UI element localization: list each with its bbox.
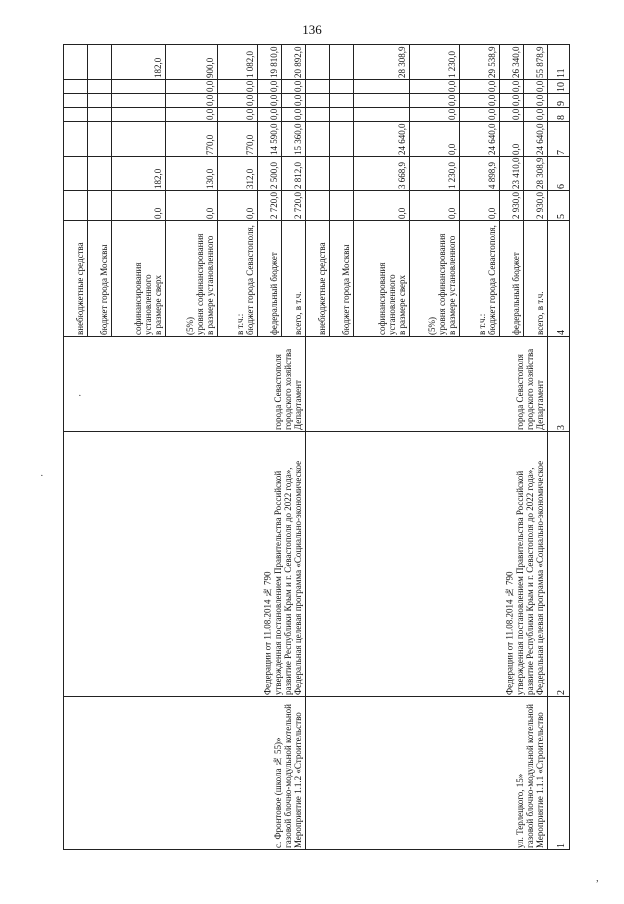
value-cell: 0,0 (500, 93, 524, 107)
value-cell: 29 538,9 (460, 45, 500, 80)
col-header-9: 9 (548, 93, 570, 107)
col-header-10: 10 (548, 79, 570, 93)
scan-speck: · (78, 390, 82, 402)
value-cell: 2 720,0 (258, 191, 282, 221)
executor-name: Департамент городского хозяйства города Севастополя (64, 336, 306, 432)
value-cell: 20 892,0 (282, 45, 306, 80)
value-cell: 0,0 (218, 191, 258, 221)
value-cell: 1 230,0 (410, 156, 460, 191)
value-cell: 0,0 (410, 108, 460, 122)
col-header-8: 8 (548, 108, 570, 122)
value-cell: 0,0 (410, 79, 460, 93)
value-cell (306, 122, 330, 157)
value-cell: 0,0 (166, 79, 218, 93)
funding-source: бюджет города Севастополя, в т.ч.: (218, 221, 258, 336)
value-cell: 0,0 (500, 122, 524, 157)
value-cell: 0,0 (166, 93, 218, 107)
value-cell: 0,0 (460, 191, 500, 221)
col-header-11: 11 (548, 45, 570, 80)
funding-source: бюджет города Москвы (88, 221, 112, 336)
value-cell: 770,0 (218, 122, 258, 157)
value-cell: 2 930,0 (524, 191, 548, 221)
value-cell: 900,0 (166, 45, 218, 80)
value-cell (64, 45, 88, 80)
value-cell: 4 898,9 (460, 156, 500, 191)
value-cell: 182,0 (112, 45, 166, 80)
value-cell (112, 122, 166, 157)
value-cell (88, 79, 112, 93)
value-cell: 770,0 (166, 122, 218, 157)
executor-name: Департамент городского хозяйства города Севастополя (306, 336, 548, 432)
value-cell (88, 45, 112, 80)
value-cell: 0,0 (112, 191, 166, 221)
value-cell: 3 668,9 (354, 156, 410, 191)
col-header-5: 5 (548, 191, 570, 221)
value-cell: 0,0 (218, 79, 258, 93)
value-cell: 0,0 (282, 108, 306, 122)
col-header-7: 7 (548, 122, 570, 157)
program-name: Федеральная целевая программа «Социально-экономическое развитие Республики Крым и г. Севастополя до 2022 года», утвержденная постановлением Правительства Российской Федерации от 11.08.2014 № 790 (306, 432, 548, 697)
budget-table (63, 44, 570, 850)
funding-source: бюджет города Москвы (330, 221, 354, 336)
value-cell (306, 93, 330, 107)
value-cell (88, 156, 112, 191)
value-cell: 24 640,0 (524, 122, 548, 157)
value-cell (306, 156, 330, 191)
value-cell: 312,0 (218, 156, 258, 191)
funding-source: внебюджетные средства (306, 221, 330, 336)
value-cell: 0,0 (410, 122, 460, 157)
value-cell: 182,0 (112, 156, 166, 191)
value-cell (330, 108, 354, 122)
value-cell (112, 93, 166, 107)
col-header-3: 3 (548, 336, 570, 432)
value-cell: 130,0 (166, 156, 218, 191)
value-cell: 0,0 (410, 93, 460, 107)
value-cell (112, 79, 166, 93)
value-cell (306, 79, 330, 93)
col-header-6: 6 (548, 156, 570, 191)
value-cell (354, 108, 410, 122)
funding-source: в размере установленного уровня софинансирования (5%) (410, 221, 460, 336)
value-cell: 0,0 (524, 108, 548, 122)
value-cell (354, 93, 410, 107)
value-cell: 0,0 (354, 191, 410, 221)
value-cell: 0,0 (460, 108, 500, 122)
value-cell (330, 45, 354, 80)
value-cell (64, 93, 88, 107)
value-cell: 0,0 (258, 108, 282, 122)
funding-source: федеральный бюджет (258, 221, 282, 336)
funding-source: бюджет города Севастополя, в т.ч.: (460, 221, 500, 336)
value-cell: 0,0 (460, 93, 500, 107)
funding-source: внебюджетные средства (64, 221, 88, 336)
value-cell: 24 640,0 (460, 122, 500, 157)
value-cell (64, 122, 88, 157)
col-header-2: 2 (548, 432, 570, 697)
funding-source: всего, в т.ч. (282, 221, 306, 336)
funding-source: в размере сверх установленного софинансирования (354, 221, 410, 336)
funding-source: в размере установленного уровня софинансирования (5%) (166, 221, 218, 336)
program-name: Федеральная целевая программа «Социально-экономическое развитие Республики Крым и г. Севастополя до 2022 года», утвержденная постановлением Правительства Российской Федерации от 11.08.2014 № 790 (64, 432, 306, 697)
funding-source: федеральный бюджет (500, 221, 524, 336)
event-name: Мероприятие 1.1.1 «Строительство газовой блочно-модульной котельной ул. Терлецкого, 15» (306, 697, 548, 850)
value-cell (64, 191, 88, 221)
value-cell: 2 812,0 (282, 156, 306, 191)
value-cell (306, 108, 330, 122)
value-cell (330, 93, 354, 107)
value-cell (306, 191, 330, 221)
value-cell: 28 308,9 (354, 45, 410, 80)
value-cell: 0,0 (282, 79, 306, 93)
value-cell (330, 156, 354, 191)
value-cell: 14 590,0 (258, 122, 282, 157)
value-cell: 0,0 (410, 191, 460, 221)
budget-table-rotated (74, 44, 570, 850)
value-cell (64, 108, 88, 122)
funding-source: всего, в т.ч. (524, 221, 548, 336)
value-cell: 26 340,0 (500, 45, 524, 80)
value-cell (64, 156, 88, 191)
value-cell: 19 810,0 (258, 45, 282, 80)
value-cell: 0,0 (524, 93, 548, 107)
value-cell: 2 720,0 (282, 191, 306, 221)
table-row (282, 45, 306, 850)
value-cell: 0,0 (282, 93, 306, 107)
value-cell: 0,0 (258, 93, 282, 107)
value-cell (330, 191, 354, 221)
value-cell: 0,0 (218, 93, 258, 107)
value-cell (306, 45, 330, 80)
table-row (524, 45, 548, 850)
scan-speck: · (40, 470, 44, 482)
value-cell: 1 082,0 (218, 45, 258, 80)
value-cell (88, 122, 112, 157)
value-cell: 0,0 (218, 108, 258, 122)
value-cell: 55 878,9 (524, 45, 548, 80)
value-cell: 2 500,0 (258, 156, 282, 191)
value-cell: 0,0 (258, 79, 282, 93)
value-cell: 0,0 (500, 108, 524, 122)
value-cell (88, 191, 112, 221)
value-cell (112, 108, 166, 122)
value-cell: 1 230,0 (410, 45, 460, 80)
value-cell: 28 308,9 (524, 156, 548, 191)
value-cell (330, 122, 354, 157)
value-cell: 23 410,0 (500, 156, 524, 191)
value-cell: 24 640,0 (354, 122, 410, 157)
value-cell: 15 360,0 (282, 122, 306, 157)
funding-source: в размере сверх установленного софинансирования (112, 221, 166, 336)
value-cell: 0,0 (166, 191, 218, 221)
value-cell: 2 930,0 (500, 191, 524, 221)
value-cell: 0,0 (166, 108, 218, 122)
scan-speck: , (596, 872, 599, 884)
col-header-4: 4 (548, 221, 570, 336)
value-cell (88, 93, 112, 107)
value-cell: 0,0 (524, 79, 548, 93)
value-cell (88, 108, 112, 122)
value-cell: 0,0 (500, 79, 524, 93)
page-number: 136 (302, 22, 322, 37)
col-header-1: 1 (548, 697, 570, 850)
header-row (548, 45, 570, 850)
event-name: Мероприятие 1.1.2 «Строительство газовой блочно-модульной котельной с. Фронтовое (школа № 55)» (64, 697, 306, 850)
value-cell: 0,0 (460, 79, 500, 93)
value-cell (354, 79, 410, 93)
value-cell (330, 79, 354, 93)
value-cell (64, 79, 88, 93)
